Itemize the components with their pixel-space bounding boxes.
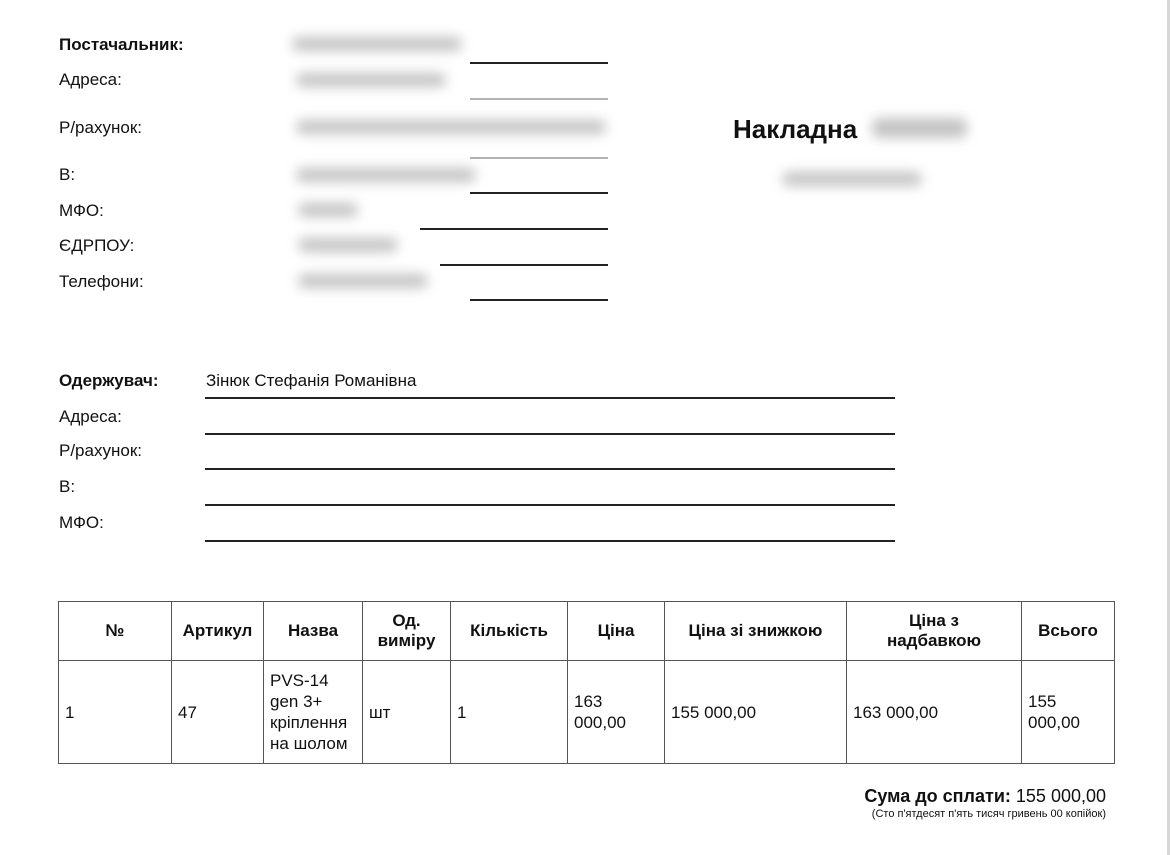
cell-total: 155 000,00 (1022, 661, 1115, 764)
invoice-title: Накладна (733, 114, 858, 144)
redacted-invoice-number (872, 118, 967, 138)
header-total: Всього (1022, 602, 1115, 661)
supplier-edrpou-label: ЄДРПОУ: (59, 236, 135, 255)
recipient-bank-underline (205, 504, 895, 506)
recipient-bank-label: В: (59, 477, 76, 496)
redacted-invoice-date (782, 172, 922, 186)
redacted-supplier-bank (296, 168, 476, 182)
supplier-account-underline (470, 157, 608, 159)
total-amount: 155 000,00 (1015, 786, 1106, 806)
recipient-account-underline (205, 468, 895, 470)
recipient-mfo-underline (205, 540, 895, 542)
total-line (864, 786, 1106, 807)
cell-qty: 1 (451, 661, 568, 764)
supplier-phones-underline (470, 299, 608, 301)
supplier-bank-label: В: (59, 165, 76, 184)
supplier-heading: Постачальник: (59, 35, 184, 54)
recipient-name-underline (205, 397, 895, 399)
cell-unit: шт (363, 661, 451, 764)
header-price: Ціна (568, 602, 665, 661)
cell-article: 47 (172, 661, 264, 764)
redacted-supplier-edrpou (298, 238, 398, 252)
recipient-mfo-label: МФО: (59, 513, 104, 532)
redacted-supplier-address (296, 73, 446, 87)
table-row (59, 661, 1115, 764)
redacted-supplier-account (296, 120, 606, 134)
redacted-supplier-phones (298, 274, 428, 288)
cell-discount-price: 155 000,00 (665, 661, 847, 764)
recipient-name: Зінюк Стефанія Романівна (206, 371, 417, 390)
recipient-address-underline (205, 433, 895, 435)
cell-name: PVS-14 gen 3+ кріплення на шолом (264, 661, 363, 764)
header-discount-price: Ціна зі знижкою (665, 602, 847, 661)
header-unit: Од. виміру (363, 602, 451, 661)
supplier-name-underline (470, 62, 608, 64)
cell-markup-price: 163 000,00 (847, 661, 1022, 764)
cell-price: 163 000,00 (568, 661, 665, 764)
header-no: № (59, 602, 172, 661)
supplier-edrpou-underline (440, 264, 608, 266)
recipient-address-label: Адреса: (59, 407, 122, 426)
recipient-account-label: Р/рахунок: (59, 441, 142, 460)
cell-no: 1 (59, 661, 172, 764)
items-table (58, 601, 1115, 764)
supplier-mfo-underline (420, 228, 608, 230)
table-header-row (59, 602, 1115, 661)
total-in-words: (Сто п'ятдесят п'ять тисяч гривень 00 копійок) (871, 808, 1106, 820)
supplier-address-underline (470, 98, 608, 100)
supplier-bank-underline (470, 192, 608, 194)
supplier-mfo-label: МФО: (59, 201, 104, 220)
supplier-address-label: Адреса: (59, 70, 122, 89)
header-markup-price: Ціна з надбавкою (847, 602, 1022, 661)
total-label: Сума до сплати: (864, 786, 1011, 806)
recipient-heading: Одержувач: (59, 371, 159, 390)
header-article: Артикул (172, 602, 264, 661)
header-qty: Кількість (451, 602, 568, 661)
supplier-account-label: Р/рахунок: (59, 118, 142, 137)
header-name: Назва (264, 602, 363, 661)
redacted-supplier-name (292, 37, 462, 51)
redacted-supplier-mfo (298, 203, 358, 217)
supplier-phones-label: Телефони: (59, 272, 144, 291)
